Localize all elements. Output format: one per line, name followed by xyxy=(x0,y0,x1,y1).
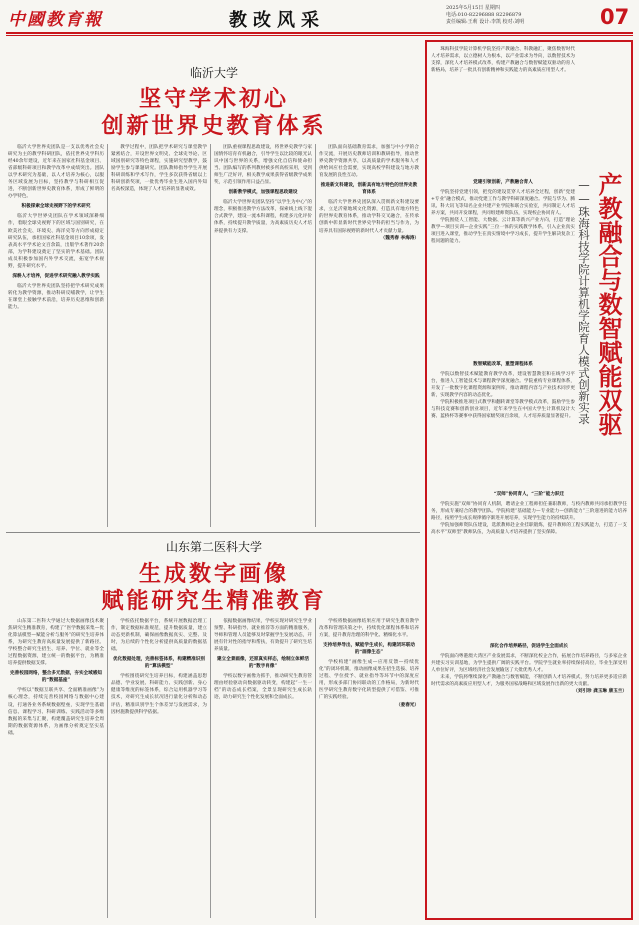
sidebar-subhead-1: 党建引领创新，产教融合育人 xyxy=(473,180,533,185)
contact-line: 电话:010-82296888 82296879 xyxy=(446,12,522,18)
article1-c3-p: 团队重视课程思政建设，将世界史教学与家国情怀培育有机融合，引导学生以比较的眼光认识中国与世界的关系，增强文化自信和使命担当。团队编写的系列教材被多所高校采用，受到师生广泛好评，相关教学成果获得省级教学成果奖，示范引领作用日益凸显。 xyxy=(214,145,312,186)
article1-c4-p: 团队面向基础教育需求，加强与中小学的合作交流，开展历史教师培训和教研指导，推动世界史教学资源共享，以高质量的学术服务和人才供给回应社会需要，实现高校学科建设与地方教育发展的良性互动。 xyxy=(319,145,419,179)
article1-c1-subhead-2: 深耕人才培养，促进学术研究融入教学实践 xyxy=(12,273,100,279)
section-title: 教改风采 xyxy=(229,10,325,31)
article2-column-3 xyxy=(214,618,312,920)
article2-byline: （姜春光） xyxy=(396,702,419,708)
article2-c4-p: 学校构建“画像生成—应用反馈—持续优化”的闭环机制，推动画像成果在招生选拔、培养过程、学位授予、就业指导等环节中的深度应用，形成多部门协同联动的工作格局，为新时代医学研究生教育数字化转型提供了可借鉴、可推广的实践经验。 xyxy=(319,660,419,701)
article-separator xyxy=(6,532,420,533)
sidebar-subhead-2: 数智赋能改革，重塑课程体系 xyxy=(473,362,533,367)
article2-c3-subhead: 建立全景画像，还原真实样态，绘制立体鲜活的“数字肖像” xyxy=(217,657,309,670)
page-header xyxy=(0,0,639,34)
sidebar-p: 学院实施“双师”协同育人机制，聘请企业工程师担任兼职教师，与校内教师共同承担教学任务，形成专兼结合的教学团队。学院构建“基础能力—专业能力—创新能力”三阶递进的能力培养路径，按照学生成长规律循序渐进开展培养，实现学生能力的持续跃升。 xyxy=(431,502,627,522)
col-divider xyxy=(107,618,108,918)
header-rule-thin xyxy=(6,35,633,36)
article2-headline-2: 赋能研究生精准教育 xyxy=(101,589,327,614)
article2-c1-p: 学校以“数据互联共享、全面精准画像”为核心理念，持续完善校园网络与数据中心建设，打通各业务系统数据壁垒，实现学生基础信息、课程学习、科研训练、实践活动等多维数据的采集与汇聚，构建覆盖研究生培养全周期的数据资源体系，为画像分析奠定坚实基础。 xyxy=(8,688,104,736)
header-rule xyxy=(6,32,633,34)
article1-column-1 xyxy=(8,144,104,529)
article1-c2-p: 教学过程中，团队把学术研究与课堂教学紧密结合，开设世界文明史、全球史导论、区域国别研究等特色课程，实施研究型教学，鼓励学生参与课题研究。团队教师指导学生开展科研训练和学术写作，学生多次获得省级以上科研创新奖项，一批优秀毕业生进入国内外知名高校深造，体现了人才培养的显著成效。 xyxy=(111,145,207,193)
sidebar-intro-p: 珠海科技学院计算机学院坚持产教融合、科教融汇，聚焦数智时代人才培养需求，以立德树人为根本，以产业需求为导向，以数智技术为支撑，深化人才培养模式改革，构建产教融合与数智赋能双驱动的育人新格局，培养了一批具有创新精神和实践能力的高素质应用型人才。 xyxy=(431,47,575,74)
sidebar-p: 学院积极推进项目式教学和翻转课堂等教学模式改革，鼓励学生参与科技竞赛和创新创业项目，近年来学生在中国大学生计算机设计大赛、蓝桥杯等赛事中获得国家级奖项百余项，人才培养质量显著提升。 xyxy=(431,400,575,420)
col-divider xyxy=(210,144,211,527)
sidebar-p: 学院加强师资队伍建设，选派教师赴企业挂职锻炼，提升教师的工程实践能力，打造了一支高水平“双师型”教师队伍，为高质量人才培养提供了坚实保障。 xyxy=(431,523,627,536)
article2-c2-subhead: 优化数据处理，完善标签体系，构建精准识别的“算法模型” xyxy=(113,657,205,670)
article1-headline-1: 坚守学术初心 xyxy=(138,87,289,112)
col-divider xyxy=(315,618,316,918)
article2-c1-subhead: 完善校园网络，整合多元数据，夯实全域感知的“数据基座” xyxy=(10,671,102,684)
article2-c4-p: 学校将数据画像结果应用于研究生教育教学改革和管理决策之中，持续优化课程体系和培养方案，提升教育治理的科学化、精细化水平。 xyxy=(319,619,419,639)
sidebar-p: 学院围绕人工智能、大数据、云计算等新兴产业方向，打造“理论教学—项目实训—企业实践”三位一体的实践教学体系，引入企业真实项目进入课堂，推动学生在真实情境中学习成长，提升学生解决复杂工程问题的能力。 xyxy=(431,218,575,245)
sidebar-p: 学院坚持党建引领，把党的建设贯穿人才培养全过程，创新“党建+专业”融合模式，推动党建工作与教学科研深度融合。学院与华为、腾讯、科大讯飞等知名企业共建产业学院和联合实验室，共同制定人才培养方案，共同开发课程，共同组建师资队伍，实现校企协同育人。 xyxy=(431,190,575,217)
article1-column-4 xyxy=(319,144,419,529)
col-divider xyxy=(210,618,211,918)
article2-column-4 xyxy=(319,618,419,920)
sidebar-p: 学院面向粤港澳大湾区产业发展需求，不断深化校企合作，拓展合作培养路径，与多家企业共建实习实训基地，为学生提供广阔的实践平台。学院学生就业率持续保持高位，毕业生深受用人单位好评，为区域经济社会发展输送了大批优秀人才。 xyxy=(431,654,627,674)
article2-c1-p: 山东第二医科大学通过大数据画像技术聚焦研究生精准教育，构建了“医学数据采集—优化算法模型—赋能分析与服务”的研究生培养体系，为研究生教育高质量发展提供了新路径。学校整合研究生招生、培养、学位、就业等全过程数据资源，建立统一的数据平台，为精准培养提供数据支撑。 xyxy=(8,619,104,667)
article1-c4-p: 临沂大学世界史团队深入贯彻新文科建设要求，立足沂蒙地域文化资源，打造具有地方特色的世界史教育体系，推动学科交叉融合，在传承创新中彰显新时代世界史学科的担当与作为，为培养具有国际视野的新时代人才贡献力量。 xyxy=(319,200,419,234)
sidebar-title: 产教融合与数智赋能双驱 xyxy=(594,172,622,436)
article1-c4-subhead: 推进新文科建设，创新具有地方特色的世界史教育体系 xyxy=(320,183,418,196)
sidebar-intro xyxy=(431,46,575,174)
date-line: 2025年5月15日 星期四 xyxy=(446,5,500,11)
article2-institution: 山东第二医科大学 xyxy=(165,540,262,554)
article1-column-3 xyxy=(214,144,312,529)
sidebar-section-3 xyxy=(431,488,627,638)
date-info xyxy=(446,5,586,26)
article1-institution: 临沂大学 xyxy=(189,66,238,80)
col-divider xyxy=(315,144,316,527)
sidebar-byline: （刘引珍 龚玉琳 康玉兰） xyxy=(573,689,627,695)
sidebar-p: 未来，学院将继续深化产教融合与数智赋能，不断创新人才培养模式，努力培养更多适应新时代需求的高素质应用型人才，为服务国家战略和区域发展作出新的更大贡献。 xyxy=(431,675,627,688)
col-divider xyxy=(107,144,108,527)
article1-c3-subhead: 创新教学模式，加强课程思政建设 xyxy=(228,190,298,196)
article2-column-1 xyxy=(8,618,104,920)
masthead-logo: 中國教育報 xyxy=(8,10,103,30)
article2-headline-1: 生成数字画像 xyxy=(138,562,289,587)
article2-c4-subhead: 支持培养导出，赋能学生成长，构建闭环联动的“画像生态” xyxy=(323,643,415,656)
sidebar-p: 学院以数智技术赋能教育教学改革，建设智慧教室和在线学习平台，推进人工智能技术与课程教学深度融合。学院重构专业课程体系，开发了一批数字化课程资源和案例库，推动课程内容与产业技术同步更新，实现教学内容的动态优化。 xyxy=(431,372,575,399)
page-number: 07 xyxy=(600,5,630,29)
article1-c3-p: 临沂大学世界史团队坚持“以学生为中心”的理念，积极推进教学方法改革，探索线上线下混合式教学，建设一流本科课程，构建多元化评价体系，持续提升教学质量，为高素质历史人才培养提供有力支撑。 xyxy=(214,200,312,234)
article1-column-2 xyxy=(111,144,207,529)
article1-byline: （魏秀春 李海涛） xyxy=(380,235,419,241)
sidebar-subtitle: ——珠海科技学院计算机学院育人模式创新实录 xyxy=(577,178,591,425)
sidebar-section-1 xyxy=(431,176,575,356)
article2-column-2 xyxy=(111,618,207,920)
article2-c3-p: 学校以数字画像为抓手，推动研究生教育管理由经验驱动向数据驱动转变，构建起“一生一档”的动态成长档案，全景呈现研究生成长轨迹，助力研究生个性化发展和全面成长。 xyxy=(214,674,312,701)
sidebar-subhead-4: 深化合作培养路径，促进学生全面成长 xyxy=(489,644,569,649)
article2-c3-p: 依据数据画像结果，学校实现对研究生学业预警、科研指导、就业推荐等方面的精准服务，导师和管理人员能够及时掌握学生发展动态，开展有针对性的指导和帮扶，有效提升了研究生培养质量。 xyxy=(214,619,312,653)
sidebar-subhead-3: “双师”协同育人，“三阶”能力跃迁 xyxy=(493,492,565,497)
article1-c1-p: 临沂大学世界史团队坚持把学术研究成果转化为教学资源，推动科研反哺教学，让学生在课堂上接触学术前沿，培养历史思维和创新能力。 xyxy=(8,283,104,310)
article2-c2-p: 学校围绕研究生培养目标，构建涵盖思想品德、学业发展、科研能力、实践创新、身心健康等维度的标签体系，综合运用机器学习等技术，对研究生成长状况进行量化分析和动态评估，精准识别学生个体差异与发展需求，为因材施教提供科学依据。 xyxy=(111,674,207,715)
sidebar-section-4 xyxy=(431,640,627,916)
article2-c2-p: 学校依托数据平台，系统开展数据治理工作，制定数据标准规范，提升数据质量，建立动态更新机制，确保画像数据真实、完整、及时，为后续的个性化分析提供高质量的数据基础。 xyxy=(111,619,207,653)
editor-line: 责任编辑:王莉 设计:李凯 校对:刘明 xyxy=(446,19,525,25)
article1-c1-subhead-1: 积极探索全球史视野下的学术研究 xyxy=(21,204,91,210)
article1-headline-2: 创新世界史教育体系 xyxy=(101,114,327,139)
article1-c1-p: 临沂大学世界史团队是一支以优秀社会史研究为主的教学科研团队，依托世界史学科历经40余年建设，近年来在国家社科基金项目、省部级科研项目和教学改革中成绩突出。团队以学术研究为基础，以人才培养为核心，以服务区域发展为目标，坚持教学与科研相互促进，不断创新世界史教育体系，形成了鲜明的办学特色。 xyxy=(8,145,104,200)
article1-c1-p: 临沂大学世界史团队在学术领域深耕细作，着眼全球史视野下的区域与国别研究，在欧美社会史、环境史、海洋史等方向形成稳定研究队伍，承担国家社科基金项目10余项，发表高水平学术论文百余篇，出版学术著作20余部，为学科建设奠定了坚实的学术基础。团队成员积极参加国内外学术交流，拓宽学术视野，提升研究水平。 xyxy=(8,214,104,269)
